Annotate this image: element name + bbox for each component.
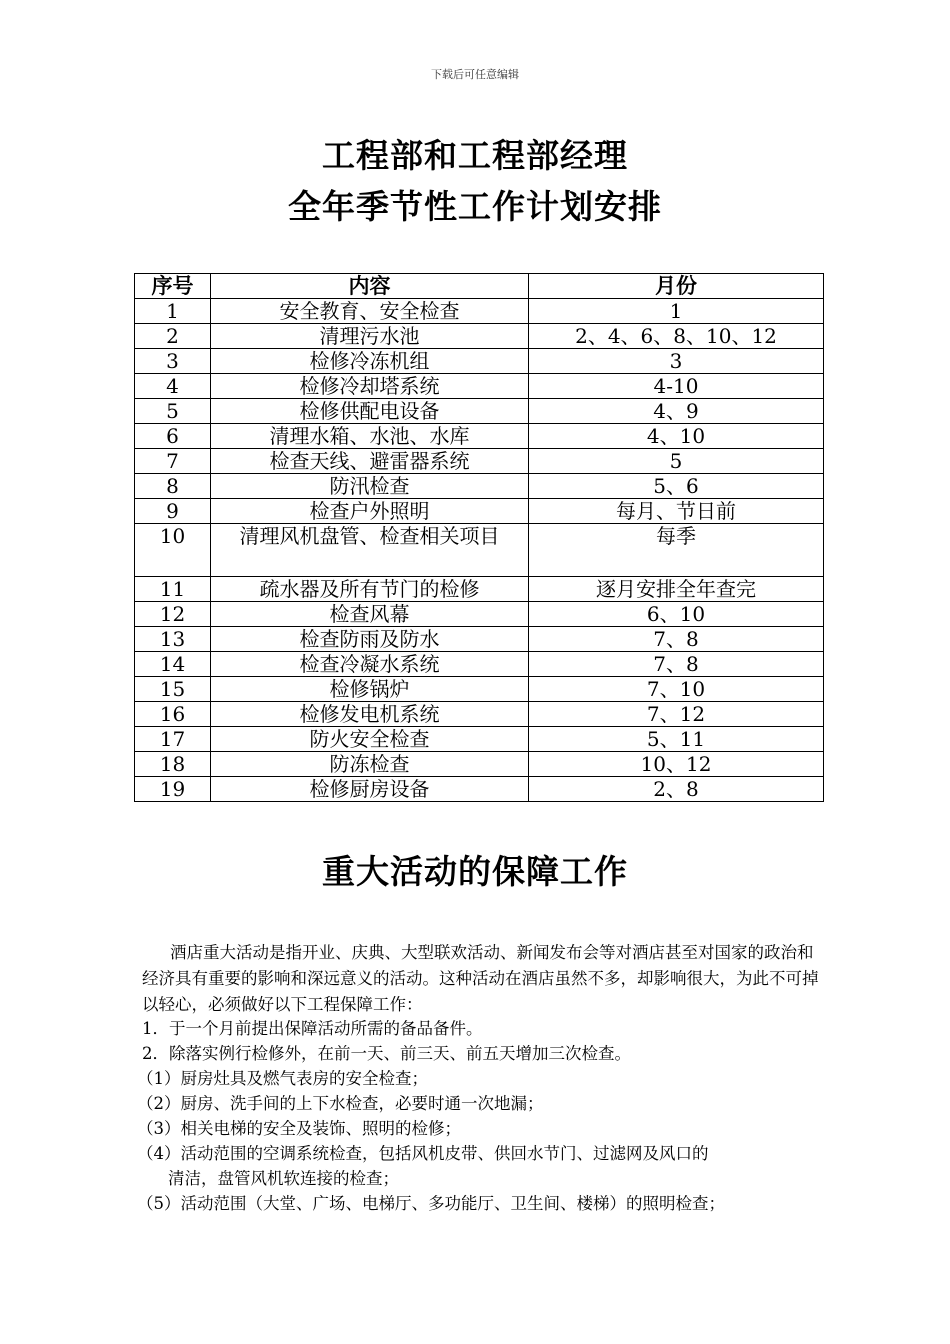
cell-month: 4、9 xyxy=(529,399,824,424)
cell-month: 2、8 xyxy=(529,777,824,802)
cell-month: 5、11 xyxy=(529,727,824,752)
cell-month: 逐月安排全年查完 xyxy=(529,577,824,602)
cell-number: 18 xyxy=(135,752,211,777)
cell-content: 安全教育、安全检查 xyxy=(211,299,529,324)
cell-content: 清理污水池 xyxy=(211,324,529,349)
cell-number: 16 xyxy=(135,702,211,727)
cell-content: 检查防雨及防水 xyxy=(211,627,529,652)
cell-number: 13 xyxy=(135,627,211,652)
sub-list-item: （5）活动范围（大堂、广场、电梯厅、多功能厅、卫生间、楼梯）的照明检查； xyxy=(137,1194,725,1213)
table-row xyxy=(135,474,824,499)
header-note: 下载后可任意编辑 xyxy=(431,68,519,81)
table-row xyxy=(135,727,824,752)
cell-content: 疏水器及所有节门的检修 xyxy=(211,577,529,602)
table-row xyxy=(135,702,824,727)
cell-content: 检查冷凝水系统 xyxy=(211,652,529,677)
header-cell-month: 月份 xyxy=(529,274,824,299)
cell-month: 5 xyxy=(529,449,824,474)
cell-month: 7、10 xyxy=(529,677,824,702)
cell-month: 6、10 xyxy=(529,602,824,627)
table-row xyxy=(135,324,824,349)
table-row xyxy=(135,449,824,474)
cell-month: 10、12 xyxy=(529,752,824,777)
cell-number: 10 xyxy=(135,524,211,577)
cell-number: 12 xyxy=(135,602,211,627)
cell-number: 11 xyxy=(135,577,211,602)
section-title: 重大活动的保障工作 xyxy=(322,852,628,891)
cell-number: 5 xyxy=(135,399,211,424)
table-row xyxy=(135,627,824,652)
table-row xyxy=(135,524,824,577)
cell-content: 检修厨房设备 xyxy=(211,777,529,802)
cell-month: 每月、节日前 xyxy=(529,499,824,524)
cell-number: 2 xyxy=(135,324,211,349)
cell-content: 检查天线、避雷器系统 xyxy=(211,449,529,474)
table-row xyxy=(135,602,824,627)
cell-number: 3 xyxy=(135,349,211,374)
cell-month: 每季 xyxy=(529,524,824,577)
cell-month: 1 xyxy=(529,299,824,324)
table-row xyxy=(135,424,824,449)
cell-month: 7、8 xyxy=(529,627,824,652)
intro-paragraph: 酒店重大活动是指开业、庆典、大型联欢活动、新闻发布会等对酒店甚至对国家的政治和经济具有重要的影响和深远意义的活动。这种活动在酒店虽然不多，却影响很大，为此不可掉以轻心，必须做好以下工程保障工作： xyxy=(142,943,819,1014)
cell-number: 14 xyxy=(135,652,211,677)
sub-list-item-continuation: 清洁，盘管风机软连接的检查； xyxy=(168,1169,399,1188)
table-row xyxy=(135,399,824,424)
table-row xyxy=(135,777,824,802)
cell-number: 19 xyxy=(135,777,211,802)
cell-month: 7、8 xyxy=(529,652,824,677)
table-row xyxy=(135,752,824,777)
cell-content: 检修锅炉 xyxy=(211,677,529,702)
cell-content: 清理风机盘管、检查相关项目 xyxy=(211,524,529,577)
cell-number: 15 xyxy=(135,677,211,702)
table-header-row xyxy=(135,274,824,299)
table-row xyxy=(135,374,824,399)
sub-list-item: （3）相关电梯的安全及装饰、照明的检修； xyxy=(137,1119,461,1138)
cell-content: 防汛检查 xyxy=(211,474,529,499)
cell-number: 1 xyxy=(135,299,211,324)
header-cell-number: 序号 xyxy=(135,274,211,299)
table-row xyxy=(135,349,824,374)
cell-number: 7 xyxy=(135,449,211,474)
cell-content: 检查户外照明 xyxy=(211,499,529,524)
cell-number: 17 xyxy=(135,727,211,752)
sub-list-item: （4）活动范围的空调系统检查，包括风机皮带、供回水节门、过滤网及风口的 xyxy=(137,1144,709,1163)
table-row xyxy=(135,677,824,702)
cell-number: 4 xyxy=(135,374,211,399)
work-plan-table xyxy=(134,273,824,802)
cell-number: 6 xyxy=(135,424,211,449)
sub-list-item: （1）厨房灶具及燃气表房的安全检查； xyxy=(137,1069,428,1088)
list-item: 2．除落实例行检修外，在前一天、前三天、前五天增加三次检查。 xyxy=(142,1044,631,1063)
table-row xyxy=(135,577,824,602)
sub-list-item: （2）厨房、洗手间的上下水检查，必要时通一次地漏； xyxy=(137,1094,544,1113)
page-title-line-2: 全年季节性工作计划安排 xyxy=(288,187,662,226)
table-row xyxy=(135,499,824,524)
cell-content: 检修发电机系统 xyxy=(211,702,529,727)
list-item: 1．于一个月前提出保障活动所需的备品备件。 xyxy=(142,1019,483,1038)
cell-month: 4-10 xyxy=(529,374,824,399)
cell-content: 检查风幕 xyxy=(211,602,529,627)
cell-month: 3 xyxy=(529,349,824,374)
page-title-line-1: 工程部和工程部经理 xyxy=(322,136,628,175)
cell-content: 检修冷却塔系统 xyxy=(211,374,529,399)
header-cell-content: 内容 xyxy=(211,274,529,299)
cell-month: 4、10 xyxy=(529,424,824,449)
cell-content: 防火安全检查 xyxy=(211,727,529,752)
table-row xyxy=(135,299,824,324)
cell-number: 8 xyxy=(135,474,211,499)
cell-month: 7、12 xyxy=(529,702,824,727)
cell-content: 检修供配电设备 xyxy=(211,399,529,424)
cell-content: 防冻检查 xyxy=(211,752,529,777)
cell-month: 5、6 xyxy=(529,474,824,499)
cell-number: 9 xyxy=(135,499,211,524)
cell-content: 检修冷冻机组 xyxy=(211,349,529,374)
table-row xyxy=(135,652,824,677)
cell-content: 清理水箱、水池、水库 xyxy=(211,424,529,449)
cell-month: 2、4、6、8、10、12 xyxy=(529,324,824,349)
